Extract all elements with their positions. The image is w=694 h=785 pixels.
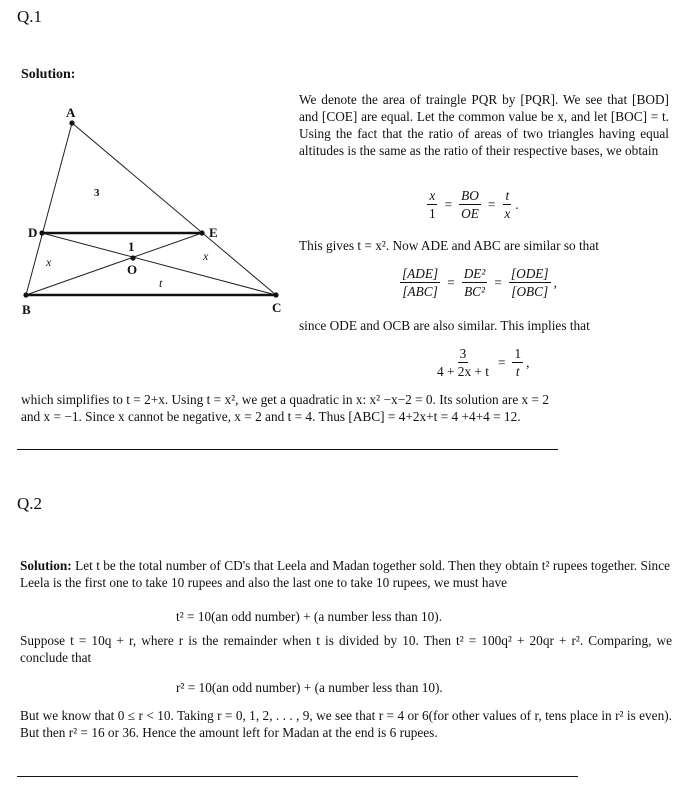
frac-denominator: OE	[461, 206, 479, 221]
point-c	[273, 292, 278, 297]
q2-equation-1: t² = 10(an odd number) + (a number less than 10).	[176, 609, 443, 624]
equals-sign: =	[447, 274, 455, 290]
q2-solution-label: Solution:	[20, 558, 72, 573]
equals-sign: =	[497, 354, 506, 370]
label-e: E	[209, 225, 218, 240]
point-a	[69, 120, 74, 125]
q1-equation-2	[397, 266, 557, 299]
frac-denominator: [ABC]	[402, 284, 438, 299]
equals-sign: =	[444, 196, 453, 212]
section-divider	[17, 776, 578, 777]
point-o	[130, 255, 135, 260]
question-1-title: Q.1	[17, 7, 43, 26]
region-ade-label: 3	[94, 187, 100, 199]
region-boc-label: t	[159, 276, 163, 290]
q1-paragraph-4-line-2: and x = −1. Since x cannot be negative, x = 2 and t = 4. Thus [ABC] = 4+2x+t = 4 +4+4 = 12.	[21, 409, 521, 424]
frac-numerator: BO	[461, 188, 479, 203]
label-b: B	[22, 302, 31, 317]
frac-numerator: 3	[459, 346, 467, 361]
q2-paragraph-3: But we know that 0 ≤ r < 10. Taking r = 0, 1, 2, . . . , 9, we see that r = 4 or 6(for other values of r, tens place in r² is even). But then r² = 16 or 36. Hence the amount left for Madan at the end is 6 rupees.	[20, 708, 672, 740]
segment-be	[26, 233, 202, 295]
q2-paragraph-1	[20, 557, 670, 591]
q1-solution-label: Solution:	[21, 67, 76, 82]
comma: ,	[526, 354, 530, 370]
frac-denominator: 4 + 2x + t	[437, 364, 489, 379]
q1-paragraph-2: This gives t = x². Now ADE and ABC are similar so that	[299, 238, 599, 253]
question-2-title: Q.2	[17, 494, 43, 513]
region-coe-label: x	[203, 249, 209, 263]
point-e	[199, 230, 204, 235]
frac-numerator: [ADE]	[402, 266, 439, 281]
frac-numerator: x	[429, 188, 436, 203]
equals-sign: =	[494, 274, 502, 290]
q1-equation-1	[424, 188, 519, 221]
frac-numerator: t	[505, 188, 510, 203]
comma: ,	[553, 274, 557, 290]
period: .	[515, 196, 519, 212]
point-d	[39, 230, 44, 235]
q2-paragraph-1-text: Let t be the total number of CD's that Leela and Madan together sold. Then they obtain t² rupees together. Since Leela is the first one to take 10 rupees and also the last one to take 10 rupees, we must have	[20, 558, 670, 590]
frac-denominator: [OBC]	[511, 284, 549, 299]
q2-equation-2: r² = 10(an odd number) + (a number less than 10).	[176, 680, 443, 695]
side-ab	[26, 123, 72, 295]
q2-paragraph-2: Suppose t = 10q + r, where r is the remainder when t is divided by 10. Then t² = 100q² + 20qr + r². Comparing, we conclude that	[20, 633, 672, 665]
q1-paragraph-4-line-1: which simplifies to t = 2+x. Using t = x², we get a quadratic in x: x² −x−2 = 0. Its solution are x = 2	[21, 392, 550, 407]
equals-sign: =	[487, 196, 496, 212]
label-o: O	[127, 262, 138, 277]
frac-denominator: x	[504, 206, 511, 221]
q1-paragraph-3: since ODE and OCB are also similar. This implies that	[299, 318, 590, 333]
label-d: D	[28, 225, 38, 240]
point-b	[23, 292, 28, 297]
frac-numerator: [ODE]	[510, 266, 549, 281]
region-bod-label: x	[46, 255, 52, 269]
frac-numerator: DE²	[463, 266, 486, 281]
q1-paragraph-1: We denote the area of traingle PQR by [PQR]. We see that [BOD] and [COE] are equal. Let the common value be x, and let [BOC] = t. Using the fact that the ratio of areas of two triangles having equal altitudes is the same as the ratio of their respective bases, we obtain	[299, 92, 669, 158]
frac-denominator: 1	[429, 206, 436, 221]
side-ac	[72, 123, 276, 295]
section-divider	[17, 449, 558, 450]
label-c: C	[272, 300, 282, 315]
frac-numerator: 1	[514, 346, 522, 361]
frac-denominator: t	[515, 364, 520, 379]
region-ode-label: 1	[128, 239, 135, 254]
q1-equation-3	[432, 346, 529, 379]
label-a: A	[66, 105, 76, 120]
triangle-diagram	[0, 0, 300, 330]
frac-denominator: BC²	[464, 284, 486, 299]
